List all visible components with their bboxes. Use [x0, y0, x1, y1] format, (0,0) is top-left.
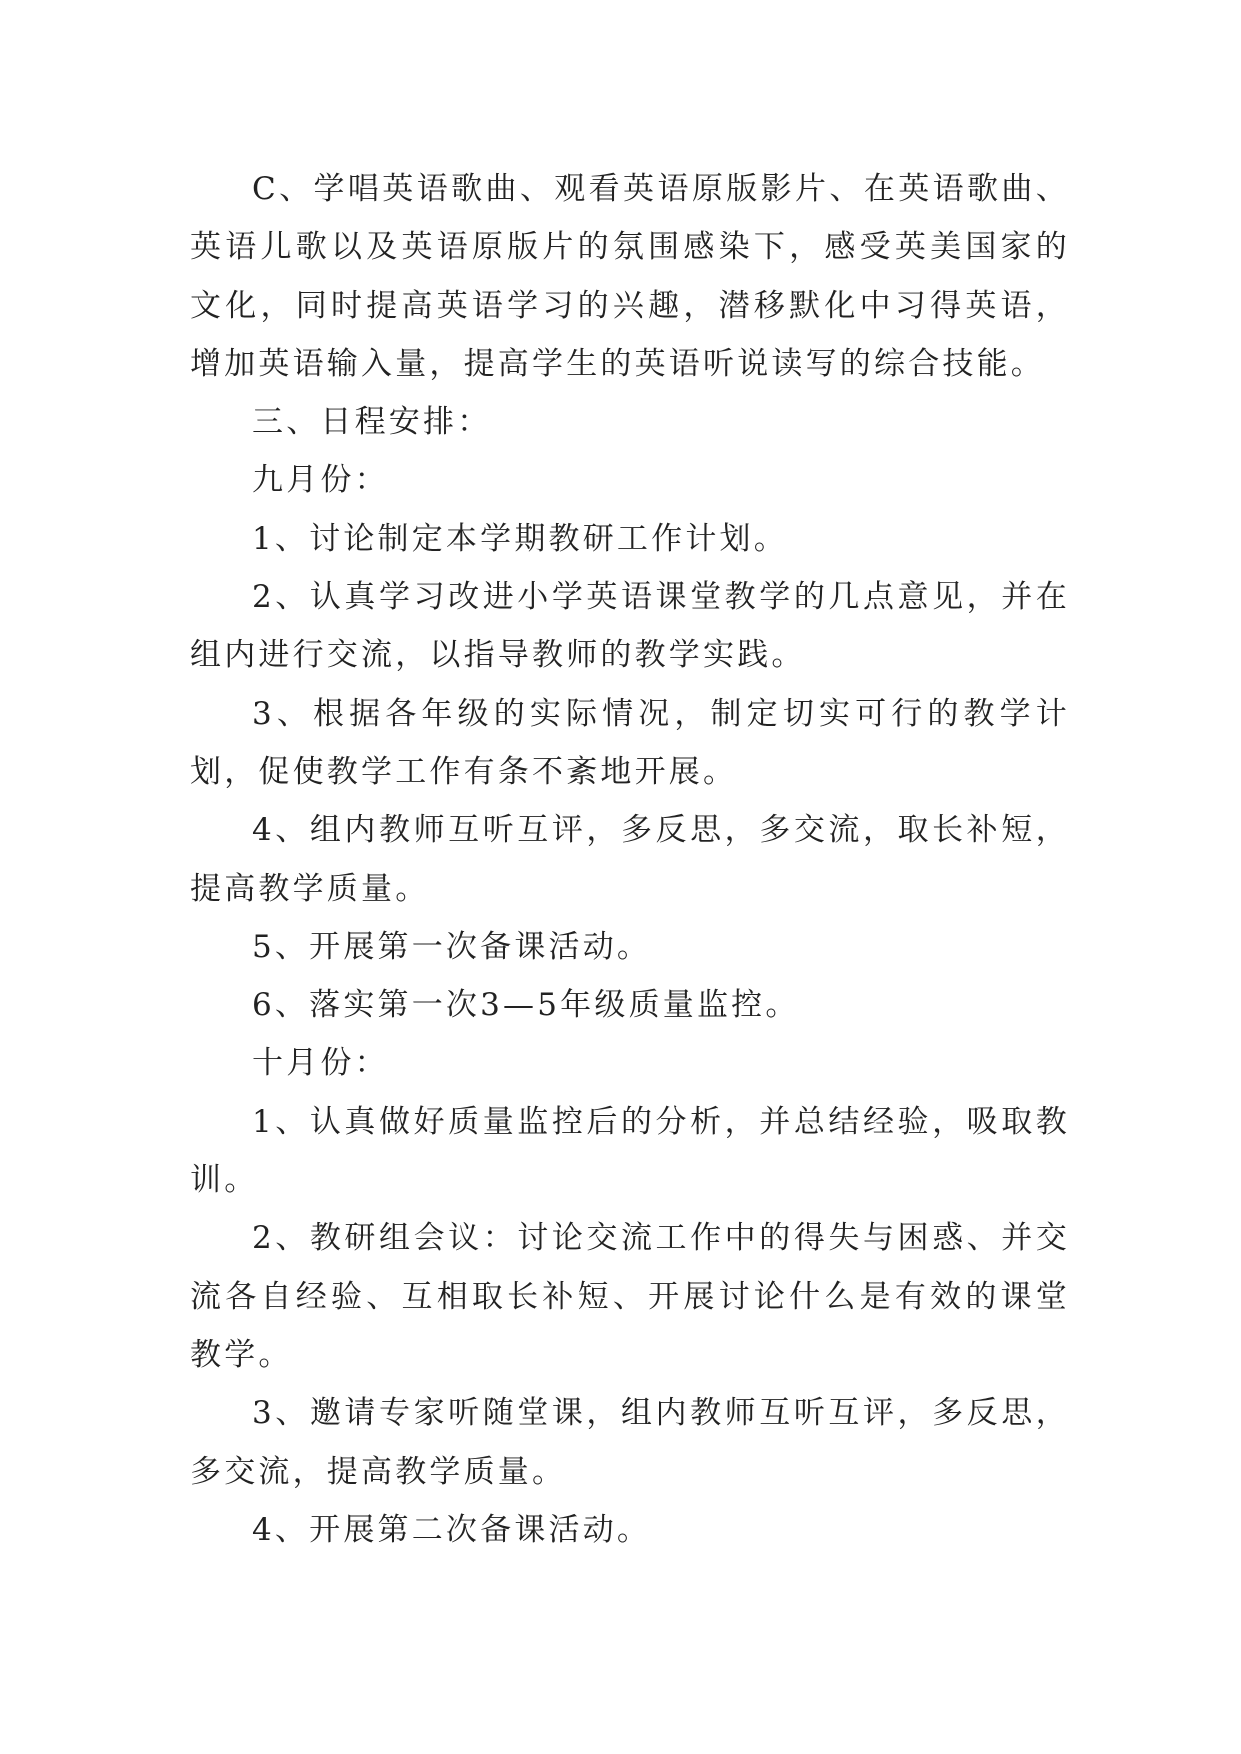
document-body [190, 160, 1070, 1559]
list-item-oct-4: 4、开展第二次备课活动。 [252, 1511, 652, 1548]
list-item-sep-2: 2、认真学习改进小学英语课堂教学的几点意见，并在组内进行交流，以指导教师的教学实践。 [190, 579, 1070, 674]
list-item-oct-1: 1、认真做好质量监控后的分析，并总结经验，吸取教训。 [190, 1103, 1070, 1199]
month-heading-september: 九月份： [252, 462, 389, 499]
list-item-oct-2: 2、教研组会议：讨论交流工作中的得失与困惑、并交流各自经验、互相取长补短、开展讨论什么是有效的课堂教学。 [190, 1220, 1070, 1373]
list-item-sep-6: 6、落实第一次3—5年级质量监控。 [252, 987, 800, 1024]
list-item-sep-5: 5、开展第一次备课活动。 [252, 928, 652, 965]
section-heading-schedule: 三、日程安排： [252, 404, 492, 441]
list-item-sep-4: 4、组内教师互听互评，多反思，多交流，取长补短，提高教学质量。 [190, 812, 1070, 907]
month-heading-october: 十月份： [252, 1045, 389, 1082]
list-item-oct-3: 3、邀请专家听随堂课，组内教师互听互评，多反思，多交流，提高教学质量。 [190, 1395, 1070, 1490]
list-item-sep-1: 1、讨论制定本学期教研工作计划。 [252, 520, 788, 557]
list-item-sep-3: 3、根据各年级的实际情况，制定切实可行的教学计划，促使教学工作有条不紊地开展。 [190, 695, 1070, 790]
paragraph-c-english-songs: C、学唱英语歌曲、观看英语原版影片、在英语歌曲、英语儿歌以及英语原版片的氛围感染下，感受英美国家的文化，同时提高英语学习的兴趣，潜移默化中习得英语，增加英语输入量，提高学生的英语听说读写的综合技能。 [190, 171, 1070, 382]
